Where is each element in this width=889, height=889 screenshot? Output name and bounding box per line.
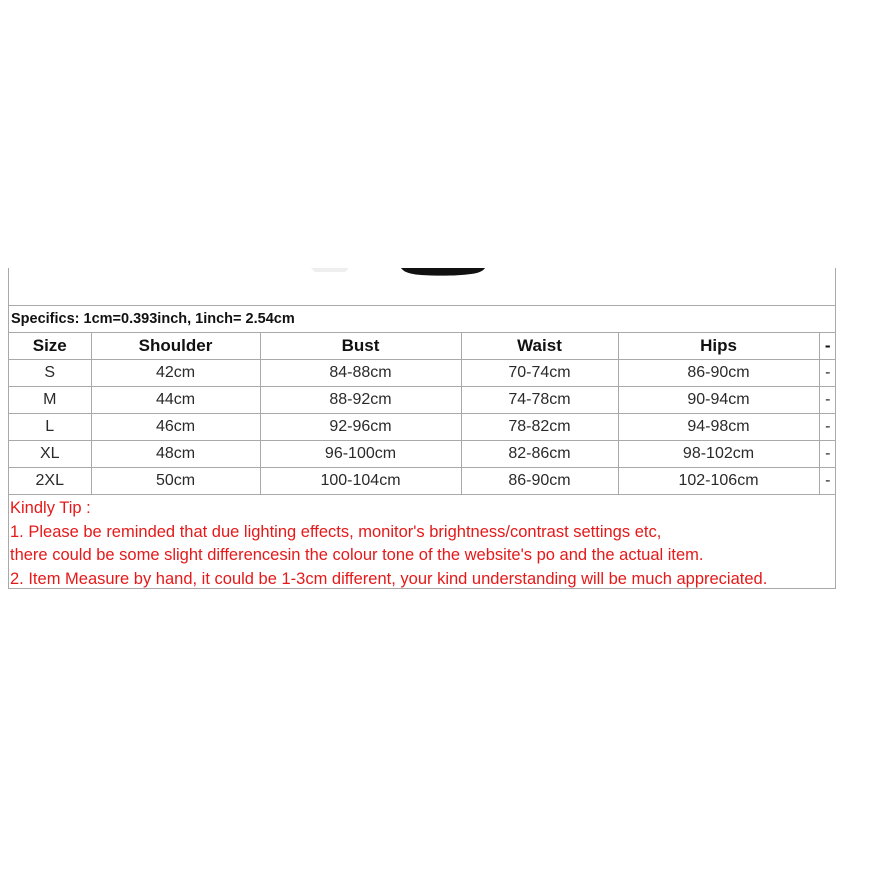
cell-shoulder: 50cm [91, 468, 260, 495]
cell-size: L [9, 414, 91, 441]
col-header-waist: Waist [461, 333, 618, 360]
tip-heading: Kindly Tip : [10, 499, 91, 517]
cell-hips: 94-98cm [618, 414, 819, 441]
size-chart [8, 268, 836, 589]
size-table [9, 332, 836, 495]
cell-hips: 90-94cm [618, 387, 819, 414]
cell-extra: - [819, 468, 836, 495]
cell-hips: 102-106cm [618, 468, 819, 495]
table-row [9, 387, 836, 414]
cell-shoulder: 48cm [91, 441, 260, 468]
cell-waist: 70-74cm [461, 360, 618, 387]
table-row [9, 441, 836, 468]
cell-bust: 100-104cm [260, 468, 461, 495]
col-header-hips: Hips [618, 333, 819, 360]
tip-line: there could be some slight differencesin the colour tone of the website's po and the actual item. [10, 546, 704, 564]
cell-hips: 98-102cm [618, 441, 819, 468]
tip-line: 2. Item Measure by hand, it could be 1-3cm different, your kind understanding will be much appreciated. [10, 569, 768, 588]
cell-shoulder: 44cm [91, 387, 260, 414]
cell-bust: 88-92cm [260, 387, 461, 414]
cell-waist: 74-78cm [461, 387, 618, 414]
table-row [9, 468, 836, 495]
col-header-bust: Bust [260, 333, 461, 360]
cell-waist: 82-86cm [461, 441, 618, 468]
table-row [9, 414, 836, 441]
cell-bust: 84-88cm [260, 360, 461, 387]
cell-bust: 92-96cm [260, 414, 461, 441]
cell-extra: - [819, 360, 836, 387]
specifics-note: Specifics: 1cm=0.393inch, 1inch= 2.54cm [11, 311, 295, 327]
cell-shoulder: 42cm [91, 360, 260, 387]
cell-bust: 96-100cm [260, 441, 461, 468]
table-row [9, 360, 836, 387]
cell-size: S [9, 360, 91, 387]
cell-hips: 86-90cm [618, 360, 819, 387]
cell-extra: - [819, 387, 836, 414]
cell-size: XL [9, 441, 91, 468]
cell-waist: 86-90cm [461, 468, 618, 495]
cell-extra: - [819, 441, 836, 468]
tip-line: 1. Please be reminded that due lighting effects, monitor's brightness/contrast settings etc, [10, 522, 662, 541]
cropped-product-image [9, 268, 835, 306]
cell-size: 2XL [9, 468, 91, 495]
cell-size: M [9, 387, 91, 414]
table-header-row [9, 333, 836, 360]
cell-waist: 78-82cm [461, 414, 618, 441]
col-header-extra: - [819, 333, 836, 360]
kindly-tip [10, 497, 836, 591]
cell-shoulder: 46cm [91, 414, 260, 441]
cell-extra: - [819, 414, 836, 441]
col-header-shoulder: Shoulder [91, 333, 260, 360]
product-image-fragment [9, 268, 835, 306]
col-header-size: Size [9, 333, 91, 360]
